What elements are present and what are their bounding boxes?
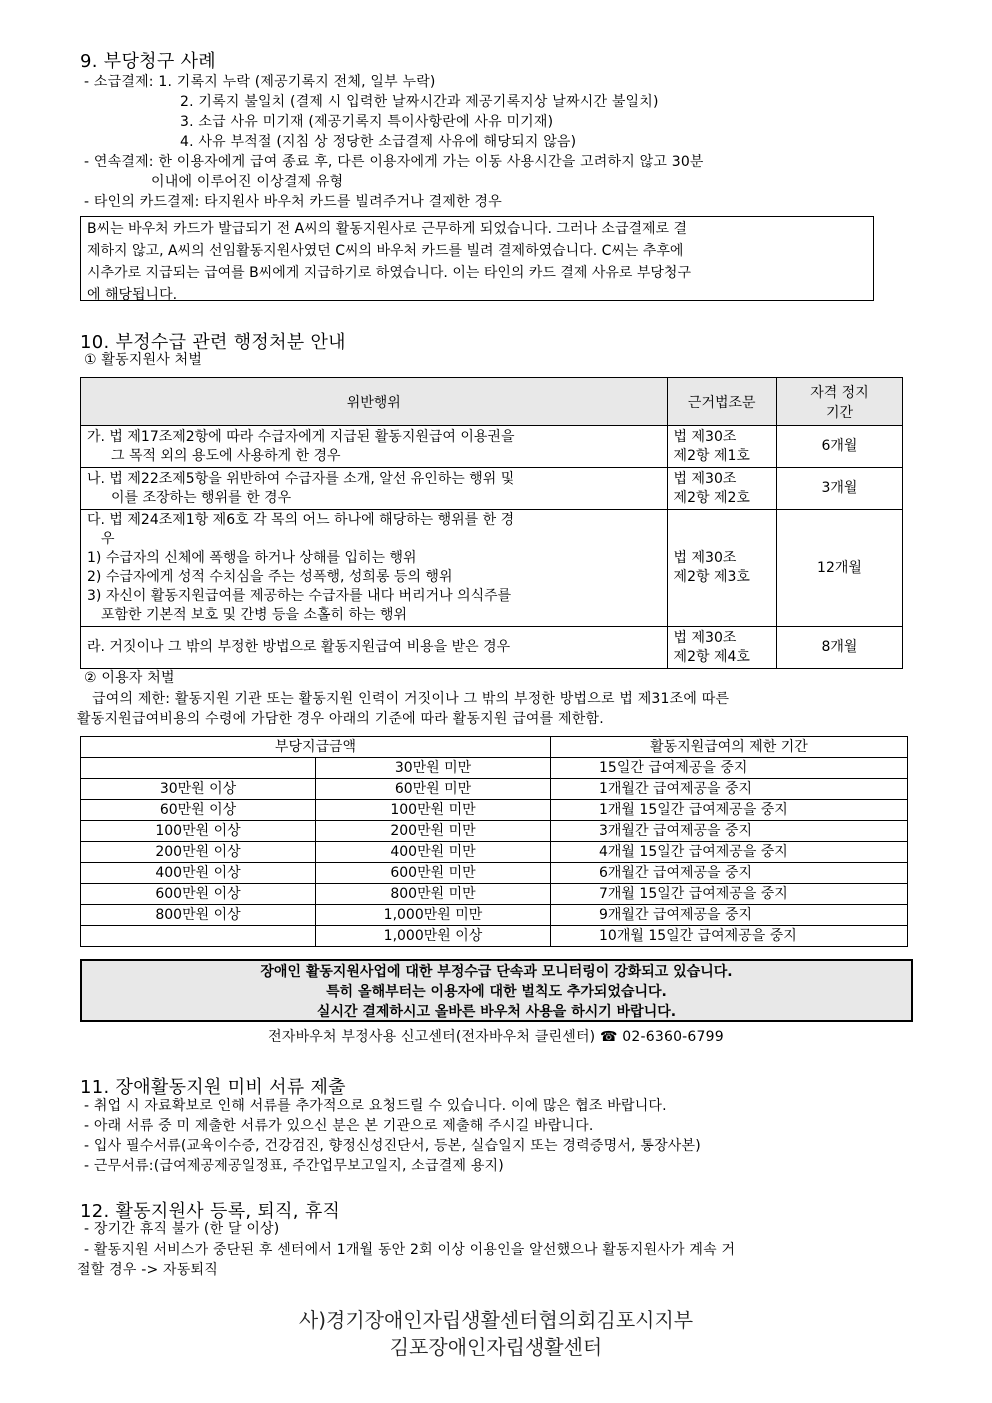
table-row: 100만원 이상 200만원 미만 3개월간 급여제공을 중지 <box>81 821 908 842</box>
notice-line: 장애인 활동지원사업에 대한 부정수급 단속과 모니터링이 강화되고 있습니다. <box>260 964 733 980</box>
law-cell: 법 제30조 제2항 제1호 <box>667 426 776 468</box>
sec12-line: 절할 경우 -> 자동퇴직 <box>77 1262 218 1278</box>
sec12-line: - 장기간 휴직 불가 (한 달 이상) <box>84 1221 280 1237</box>
section-11-title: 11. 장애활동지원 미비 서류 제출 <box>80 1077 346 1098</box>
paragraph-line: 활동지원급여비용의 수령에 가담한 경우 아래의 기준에 따라 활동지원 급여를 제한함. <box>77 711 604 727</box>
footer-org-1: 사)경기장애인자립생활센터협의회김포시지부 <box>298 1308 694 1332</box>
sec9-line: - 소급결제: 1. 기록지 누락 (제공기록지 전체, 일부 누락) <box>84 74 436 90</box>
table-row: 800만원 이상 1,000만원 미만 9개월간 급여제공을 중지 <box>81 905 908 926</box>
violation-cell: 라. 거짓이나 그 밖의 부정한 방법으로 활동지원급여 비용을 받은 경우 <box>81 627 668 669</box>
sec11-line: - 근무서류:(급여제공제공일정표, 주간업무보고일지, 소급결제 용지) <box>84 1158 504 1174</box>
sec12-line: - 활동지원 서비스가 중단된 후 센터에서 1개월 동안 2회 이상 이용인을 알선했으나 활동지원사가 계속 거 <box>84 1242 736 1258</box>
table-row <box>81 426 903 468</box>
section-12-title: 12. 활동지원사 등록, 퇴직, 휴직 <box>80 1201 341 1222</box>
header-amount: 부당지급금액 <box>81 737 551 758</box>
table-row: 30만원 미만 15일간 급여제공을 중지 <box>81 758 908 779</box>
table-row: 60만원 이상 100만원 미만 1개월 15일간 급여제공을 중지 <box>81 800 908 821</box>
header-restriction: 활동지원급여의 제한 기간 <box>551 737 908 758</box>
sec9-line: 이내에 이루어진 이상결제 유형 <box>151 174 344 190</box>
sec11-line: - 취업 시 자료확보로 인해 서류를 추가적으로 요청드릴 수 있습니다. 이에 많은 협조 바랍니다. <box>84 1098 667 1114</box>
example-line: 제하지 않고, A씨의 선임활동지원사였던 C씨의 바우처 카드를 빌려 결제하였습니다. C씨는 추후에 <box>87 243 684 259</box>
table-row <box>81 510 903 627</box>
table-row: 400만원 이상 600만원 미만 6개월간 급여제공을 중지 <box>81 863 908 884</box>
table-row: 30만원 이상 60만원 미만 1개월간 급여제공을 중지 <box>81 779 908 800</box>
table-row: 1,000만원 이상 10개월 15일간 급여제공을 중지 <box>81 926 908 947</box>
sec9-line: 4. 사유 부적절 (지침 상 정당한 소급결제 사유에 해당되지 않음) <box>180 134 577 150</box>
sec9-line: 3. 소급 사유 미기재 (제공기록지 특이사항란에 사유 미기재) <box>180 114 554 130</box>
subsection-title: ② 이용자 처벌 <box>84 670 175 686</box>
law-cell: 법 제30조 제2항 제2호 <box>667 468 776 510</box>
footer-org-2: 김포장애인자립생활센터 <box>389 1335 603 1359</box>
penalty-table-caregiver <box>80 377 903 669</box>
table-row: 200만원 이상 400만원 미만 4개월 15일간 급여제공을 중지 <box>81 842 908 863</box>
period-cell: 12개월 <box>776 510 902 627</box>
header-period: 자격 정지 기간 <box>776 378 902 426</box>
example-line: 시추가로 지급되는 급여를 B씨에게 지급하기로 하였습니다. 이는 타인의 카드 결제 사유로 부당청구 <box>87 265 691 281</box>
law-cell: 법 제30조 제2항 제4호 <box>667 627 776 669</box>
notice-line: 실시간 결제하시고 올바른 바우처 사용을 하시기 바랍니다. <box>316 1004 677 1020</box>
law-cell: 법 제30조 제2항 제3호 <box>667 510 776 627</box>
section-9-title: 9. 부당청구 사례 <box>80 51 216 72</box>
period-cell: 3개월 <box>776 468 902 510</box>
period-cell: 8개월 <box>776 627 902 669</box>
section-10-title: 10. 부정수급 관련 행정처분 안내 <box>80 332 346 353</box>
sec9-line: - 연속결제: 한 이용자에게 급여 종료 후, 다른 이용자에게 가는 이동 사용시간을 고려하지 않고 30분 <box>84 154 704 170</box>
violation-cell: 나. 법 제22조제5항을 위반하여 수급자를 소개, 알선 유인하는 행위 및 이를 조장하는 행위를 한 경우 <box>81 468 668 510</box>
penalty-table-user <box>80 736 908 947</box>
example-line: B씨는 바우처 카드가 발급되기 전 A씨의 활동지원사로 근무하게 되었습니다. 그러나 소급결제로 결 <box>87 221 688 237</box>
sec9-line: - 타인의 카드결제: 타지원사 바우처 카드를 빌려주거나 결제한 경우 <box>84 194 502 210</box>
header-law: 근거법조문 <box>667 378 776 426</box>
paragraph-line: 급여의 제한: 활동지원 기관 또는 활동지원 인력이 거짓이나 그 밖의 부정한 방법으로 법 제31조에 따른 <box>92 691 730 707</box>
subsection-title: ① 활동지원사 처벌 <box>84 352 203 368</box>
table-row <box>81 627 903 669</box>
violation-cell: 가. 법 제17조제2항에 따라 수급자에게 지급된 활동지원급여 이용권을 그 목적 외의 용도에 사용하게 한 경우 <box>81 426 668 468</box>
table-row <box>81 468 903 510</box>
sec9-line: 2. 기록지 불일치 (결제 시 입력한 날짜시간과 제공기록지상 날짜시간 불일치) <box>180 94 659 110</box>
table-row: 600만원 이상 800만원 미만 7개월 15일간 급여제공을 중지 <box>81 884 908 905</box>
period-cell: 6개월 <box>776 426 902 468</box>
notice-line: 특히 올해부터는 이용자에 대한 벌칙도 추가되었습니다. <box>326 984 667 1000</box>
violation-cell: 다. 법 제24조제1항 제6호 각 목의 어느 하나에 해당하는 행위를 한 경 우 1) 수급자의 신체에 폭행을 하거나 상해를 입히는 행위 2) 수급자에게 성적 수치심을 주는 성폭행, 성희롱 등의 행위 3) 자신이 활동지원급여를 제공하는 수급자를 내다 버리거나 의식주를 포함한 기본적 보호 및 간병 등을 소홀히 하는 행위 <box>81 510 668 627</box>
example-line: 에 해당됩니다. <box>87 287 178 303</box>
report-center-line: 전자바우처 부정사용 신고센터(전자바우처 클린센터) ☎ 02-6360-6799 <box>268 1029 724 1045</box>
sec11-line: - 아래 서류 중 미 제출한 서류가 있으신 분은 본 기관으로 제출해 주시길 바랍니다. <box>84 1118 594 1134</box>
notice-box <box>80 959 913 1022</box>
header-violation: 위반행위 <box>81 378 668 426</box>
example-box <box>80 216 874 301</box>
sec11-line: - 입사 필수서류(교육이수증, 건강검진, 향정신성진단서, 등본, 실습일지 또는 경력증명서, 통장사본) <box>84 1138 701 1154</box>
